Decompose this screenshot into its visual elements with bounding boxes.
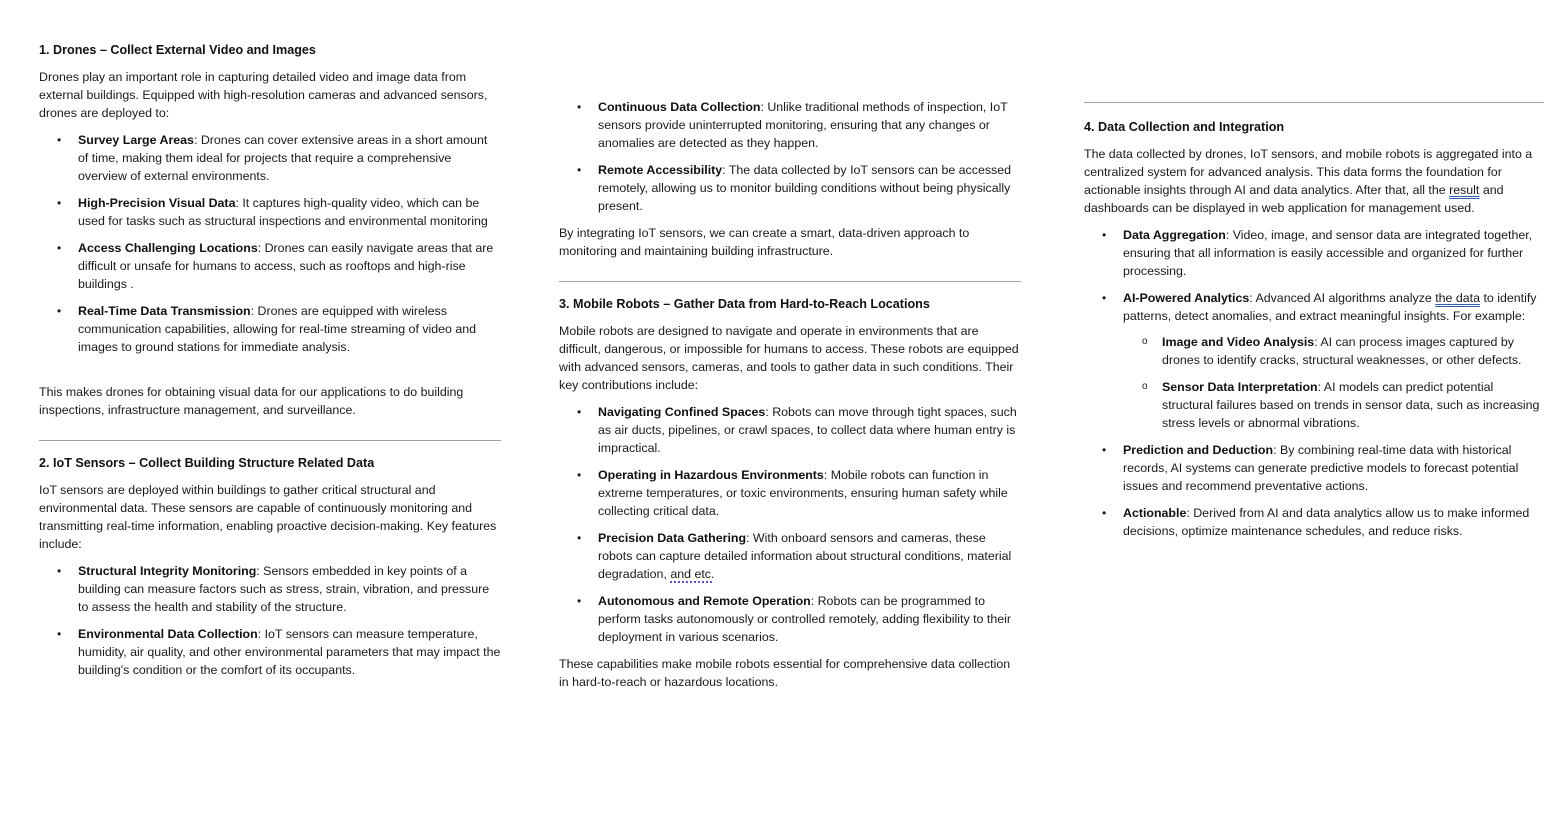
- hollow-bullet-icon: o: [1142, 381, 1148, 392]
- list-item: [39, 562, 501, 616]
- item-term: Access Challenging Locations: [78, 241, 258, 255]
- item-term: Navigating Confined Spaces: [598, 405, 766, 419]
- item-term: Actionable: [1123, 506, 1187, 520]
- item-text: : Robots can move through tight spaces, such as air ducts, pipelines, or crawl spaces, to collect data where human entry is impractical.: [598, 405, 1017, 455]
- section-divider: [39, 440, 501, 441]
- list-item: [39, 194, 501, 230]
- item-term: Remote Accessibility: [598, 163, 723, 177]
- list-item: [559, 98, 1021, 152]
- list-item: [559, 592, 1021, 646]
- bullet-icon: •: [1102, 443, 1107, 457]
- list-item: [559, 466, 1021, 520]
- item-text: : IoT sensors can measure temperature, humidity, air quality, and other environmental parameters that may impact the building's condition or the comfort of its occupants.: [78, 627, 501, 677]
- item-term: Environmental Data Collection: [78, 627, 258, 641]
- item-term: Structural Integrity Monitoring: [78, 564, 257, 578]
- intro-text: and dashboards can be displayed in web application for management used.: [1084, 183, 1504, 215]
- list-item: [1084, 289, 1544, 432]
- item-term: AI-Powered Analytics: [1123, 291, 1250, 305]
- list-item: [559, 403, 1021, 457]
- item-text: : AI can process images captured by drones to identify cracks, structural weaknesses, or other defects.: [1162, 335, 1522, 367]
- intro-text: The data collected by drones, IoT sensors, and mobile robots is aggregated into a centralized system for advanced analysis. This data forms the foundation for actionable insights through AI and data analytics. After that, all the: [1084, 147, 1533, 197]
- section-intro-drones: Drones play an important role in capturing detailed video and image data from external buildings. Equipped with high-resolution cameras and advanced sensors, drones are deployed to:: [39, 70, 488, 120]
- integration-feature-list: [1084, 226, 1544, 540]
- bullet-icon: •: [1102, 228, 1107, 242]
- section-divider: [559, 281, 1021, 282]
- robots-feature-list: [559, 403, 1021, 646]
- grammar-suggestion-flag[interactable]: result: [1449, 183, 1480, 197]
- item-text: : Advanced AI algorithms analyze: [1249, 291, 1436, 305]
- item-term: Continuous Data Collection: [598, 100, 761, 114]
- section-outro-drones: This makes drones for obtaining visual data for our applications to do building inspections, infrastructure management, and surveillance.: [39, 385, 464, 417]
- section-title-iot: 2. IoT Sensors – Collect Building Structure Related Data: [39, 456, 375, 470]
- sub-list-item: [1123, 378, 1544, 432]
- column-3: [1084, 102, 1544, 549]
- item-term: High-Precision Visual Data: [78, 196, 236, 210]
- section-title-drones: 1. Drones – Collect External Video and Images: [39, 43, 316, 57]
- bullet-icon: •: [57, 133, 62, 147]
- grammar-suggestion-flag[interactable]: the data: [1435, 291, 1481, 305]
- bullet-icon: •: [57, 564, 62, 578]
- item-text: : Drones can easily navigate areas that are difficult or unsafe for humans to access, such as rooftops and high-rise buildings .: [78, 241, 494, 291]
- section-intro-integration: [1084, 145, 1544, 217]
- item-term: Autonomous and Remote Operation: [598, 594, 811, 608]
- item-text: : AI models can predict potential structural failures based on trends in sensor data, such as increasing stress levels or abnormal vibrations.: [1162, 380, 1540, 430]
- section-outro-robots: These capabilities make mobile robots essential for comprehensive data collection in hard-to-reach or hazardous locations.: [559, 657, 1011, 689]
- section-outro-iot: By integrating IoT sensors, we can create a smart, data-driven approach to monitoring and maintaining building infrastructure.: [559, 226, 970, 258]
- bullet-icon: •: [57, 241, 62, 255]
- item-term: Image and Video Analysis: [1162, 335, 1315, 349]
- column-1: [39, 41, 501, 688]
- item-text: : It captures high-quality video, which can be used for tasks such as structural inspections and environmental monitoring: [78, 196, 488, 228]
- item-term: Data Aggregation: [1123, 228, 1226, 242]
- section-divider: [1084, 102, 1544, 103]
- bullet-icon: •: [57, 627, 62, 641]
- section-intro-robots: Mobile robots are designed to navigate and operate in environments that are difficult, dangerous, or impossible for humans to access. These robots are equipped with advanced sensors, cameras, and tools to gather data in such conditions. Their key contributions include:: [559, 324, 1019, 392]
- sub-list-item: [1123, 333, 1544, 369]
- list-item: [1084, 441, 1544, 495]
- item-text: : The data collected by IoT sensors can be accessed remotely, allowing us to monitor building conditions without being physically present.: [598, 163, 1012, 213]
- list-item: [39, 131, 501, 185]
- iot-feature-list-part-2: [559, 98, 1021, 215]
- bullet-icon: •: [577, 531, 582, 545]
- bullet-icon: •: [1102, 506, 1107, 520]
- bullet-icon: •: [577, 468, 582, 482]
- item-text: : Robots can be programmed to perform tasks autonomously or controlled remotely, adding flexibility to their deployment in various scenarios.: [598, 594, 1011, 644]
- item-text: : Unlike traditional methods of inspection, IoT sensors provide uninterrupted monitoring, ensuring that any changes or anomalies are detected as they happen.: [598, 100, 1008, 150]
- bullet-icon: •: [577, 100, 582, 114]
- item-term: Precision Data Gathering: [598, 531, 747, 545]
- bullet-icon: •: [1102, 291, 1107, 305]
- item-text: : Drones are equipped with wireless communication capabilities, allowing for real-time streaming of video and images to ground stations for immediate analysis.: [78, 304, 477, 354]
- item-text: : By combining real-time data with historical records, AI systems can generate predictive models to forecast potential issues and recommend preventative actions.: [1123, 443, 1519, 493]
- list-item: [1084, 226, 1544, 280]
- sub-list: [1123, 333, 1544, 432]
- item-term: Operating in Hazardous Environments: [598, 468, 824, 482]
- item-term: Prediction and Deduction: [1123, 443, 1274, 457]
- iot-feature-list-part-1: [39, 562, 501, 679]
- item-text: : Drones can cover extensive areas in a short amount of time, making them ideal for projects that require a comprehensive overview of external environments.: [78, 133, 488, 183]
- list-item: [559, 161, 1021, 215]
- item-term: Sensor Data Interpretation: [1162, 380, 1318, 394]
- bullet-icon: •: [57, 196, 62, 210]
- item-term: Survey Large Areas: [78, 133, 194, 147]
- item-text: : Mobile robots can function in extreme temperatures, or toxic environments, ensuring human safety while collecting critical data.: [598, 468, 1008, 518]
- section-title-integration: 4. Data Collection and Integration: [1084, 120, 1285, 134]
- empty-paragraph: [39, 365, 501, 383]
- item-text: : Video, image, and sensor data are integrated together, ensuring that all information is easily accessible and organized for further processing.: [1123, 228, 1533, 278]
- section-title-robots: 3. Mobile Robots – Gather Data from Hard-to-Reach Locations: [559, 297, 930, 311]
- bullet-icon: •: [577, 405, 582, 419]
- bullet-icon: •: [577, 163, 582, 177]
- bullet-icon: •: [577, 594, 582, 608]
- item-term: Real-Time Data Transmission: [78, 304, 251, 318]
- list-item: [39, 302, 501, 356]
- list-item: [559, 529, 1021, 583]
- item-text: : Sensors embedded in key points of a building can measure factors such as stress, strain, vibration, and pressure to assess the health and stability of the structure.: [78, 564, 490, 614]
- item-text: to identify patterns, detect anomalies, and extract meaningful insights. For example:: [1123, 291, 1537, 323]
- column-2: [559, 98, 1021, 700]
- bullet-icon: •: [57, 304, 62, 318]
- style-suggestion-flag[interactable]: and etc.: [670, 567, 715, 581]
- item-text: : With onboard sensors and cameras, these robots can capture detailed information about structural conditions, material degradation,: [598, 531, 1012, 581]
- hollow-bullet-icon: o: [1142, 336, 1148, 347]
- item-text: : Derived from AI and data analytics allow us to make informed decisions, optimize maintenance schedules, and reduce risks.: [1123, 506, 1530, 538]
- list-item: [39, 625, 501, 679]
- list-item: [39, 239, 501, 293]
- list-item: [1084, 504, 1544, 540]
- drones-feature-list: [39, 131, 501, 356]
- section-intro-iot: IoT sensors are deployed within buildings to gather critical structural and environmental data. These sensors are capable of continuously monitoring and transmitting real-time information, enabling proactive decision-making. Key features include:: [39, 483, 497, 551]
